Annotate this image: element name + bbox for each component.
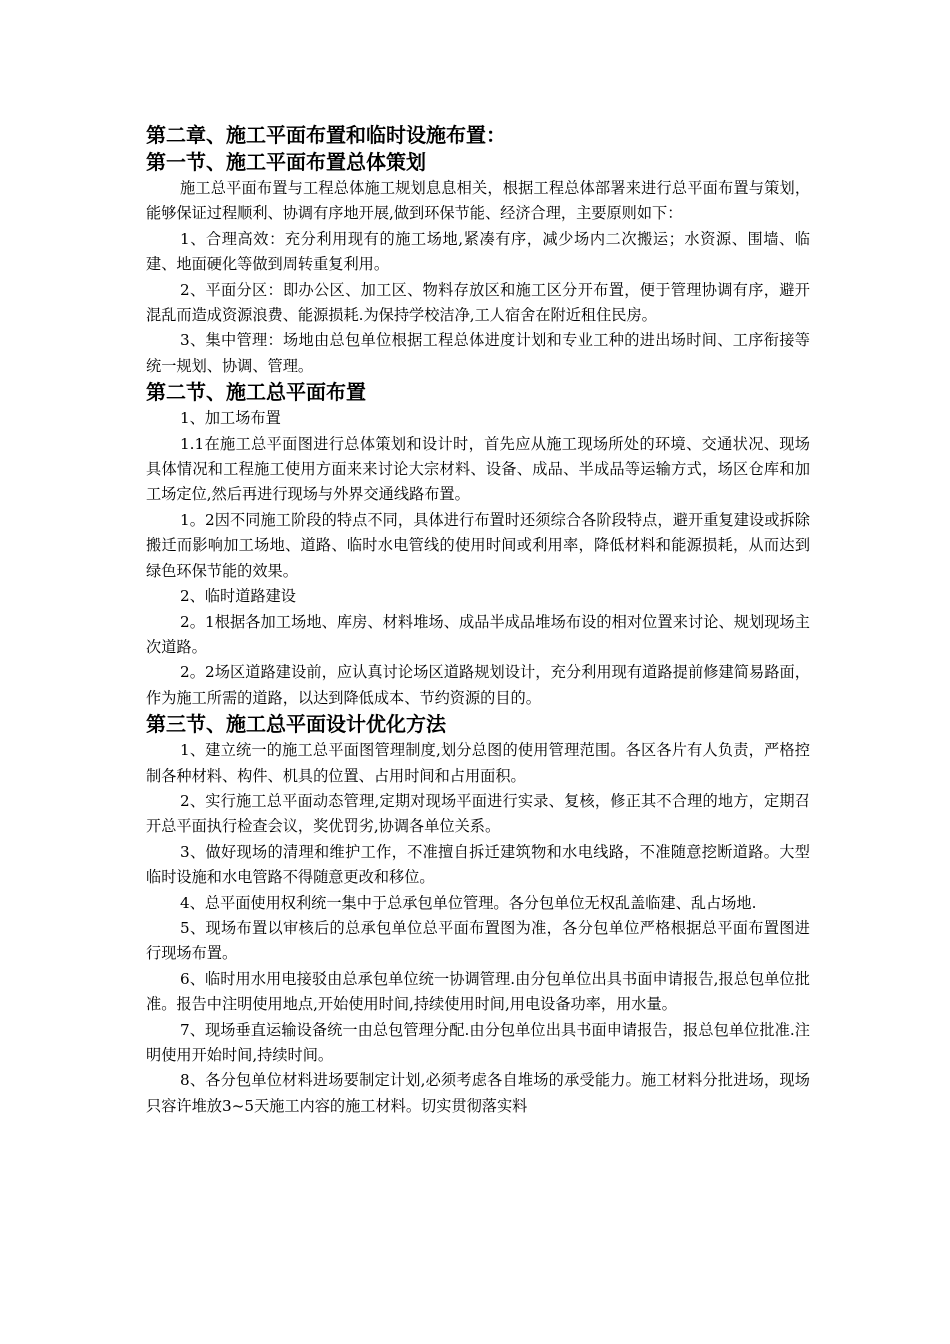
paragraph: 2、实行施工总平面动态管理,定期对现场平面进行实录、复核，修正其不合理的地方，定期召开总平面执行检查会议，奖优罚劣,协调各单位关系。 bbox=[146, 791, 810, 836]
chapter-title: 第二章、施工平面布置和临时设施布置： bbox=[146, 123, 506, 147]
paragraph: 2。1根据各加工场地、库房、材料堆场、成品半成品堆场布设的相对位置来讨论、规划现场主次道路。 bbox=[146, 612, 810, 656]
section-3 bbox=[146, 711, 810, 1119]
section-title: 第二节、施工总平面布置 bbox=[146, 380, 366, 405]
paragraph: 3、集中管理：场地由总包单位根据工程总体进度计划和专业工种的进出场时间、工序衔接等统一规划、协调、管理。 bbox=[146, 331, 810, 375]
paragraph: 2。2场区道路建设前，应认真讨论场区道路规划设计，充分利用现有道路提前修建简易路面，作为施工所需的道路，以达到降低成本、节约资源的目的。 bbox=[146, 663, 810, 707]
paragraph: 3、做好现场的清理和维护工作，不准擅自拆迁建筑物和水电线路，不准随意挖断道路。大型临时设施和水电管路不得随意更改和移位。 bbox=[146, 842, 810, 887]
section-2 bbox=[146, 379, 810, 711]
section-title: 第三节、施工总平面设计优化方法 bbox=[146, 712, 446, 737]
paragraph: 2、平面分区：即办公区、加工区、物料存放区和施工区分开布置，便于管理协调有序，避开混乱而造成资源浪费、能源损耗.为保持学校洁净,工人宿舍在附近租住民房。 bbox=[146, 280, 810, 325]
paragraph: 1、建立统一的施工总平面图管理制度,划分总图的使用管理范围。各区各片有人负责，严格控制各种材料、构件、机具的位置、占用时间和占用面积。 bbox=[146, 741, 810, 785]
section-1 bbox=[146, 149, 810, 379]
paragraph: 1、加工场布置 bbox=[180, 409, 281, 428]
paragraph: 4、总平面使用权利统一集中于总承包单位管理。各分包单位无权乱盖临建、乱占场地. bbox=[180, 893, 757, 912]
paragraph: 1。2因不同施工阶段的特点不同，具体进行布置时还须综合各阶段特点，避开重复建设或拆除搬迁而影响加工场地、道路、临时水电管线的使用时间或利用率，降低材料和能源损耗，从而达到绿色环保节能的效果。 bbox=[146, 510, 810, 580]
document-body bbox=[146, 122, 810, 1119]
paragraph: 7、现场垂直运输设备统一由总包管理分配.由分包单位出具书面申请报告，报总包单位批准.注明使用开始时间,持续时间。 bbox=[146, 1020, 810, 1064]
section-title: 第一节、施工平面布置总体策划 bbox=[146, 150, 426, 174]
paragraph: 5、现场布置以审核后的总承包单位总平面布置图为准，各分包单位严格根据总平面布置图进行现场布置。 bbox=[146, 918, 810, 963]
paragraph: 6、临时用水用电接驳由总承包单位统一协调管理.由分包单位出具书面申请报告,报总包单位批准。报告中注明使用地点,开始使用时间,持续使用时间,用电设备功率，用水量。 bbox=[146, 969, 810, 1014]
paragraph: 施工总平面布置与工程总体施工规划息息相关，根据工程总体部署来进行总平面布置与策划，能够保证过程顺利、协调有序地开展,做到环保节能、经济合理，主要原则如下： bbox=[146, 179, 810, 223]
paragraph: 2、临时道路建设 bbox=[180, 587, 296, 606]
paragraph: 8、各分包单位材料进场要制定计划,必须考虑各自堆场的承受能力。施工材料分批进场，现场只容许堆放3~5天施工内容的施工材料。切实贯彻落实料 bbox=[146, 1071, 810, 1115]
paragraph: 1、合理高效：充分利用现有的施工场地,紧凑有序，减少场内二次搬运；水资源、围墙、临建、地面硬化等做到周转重复利用。 bbox=[146, 229, 810, 274]
paragraph: 1.1在施工总平面图进行总体策划和设计时，首先应从施工现场所处的环境、交通状况、现场具体情况和工程施工使用方面来来讨论大宗材料、设备、成品、半成品等运输方式，场区仓库和加工场定位,然后再进行现场与外界交通线路布置。 bbox=[146, 434, 810, 504]
